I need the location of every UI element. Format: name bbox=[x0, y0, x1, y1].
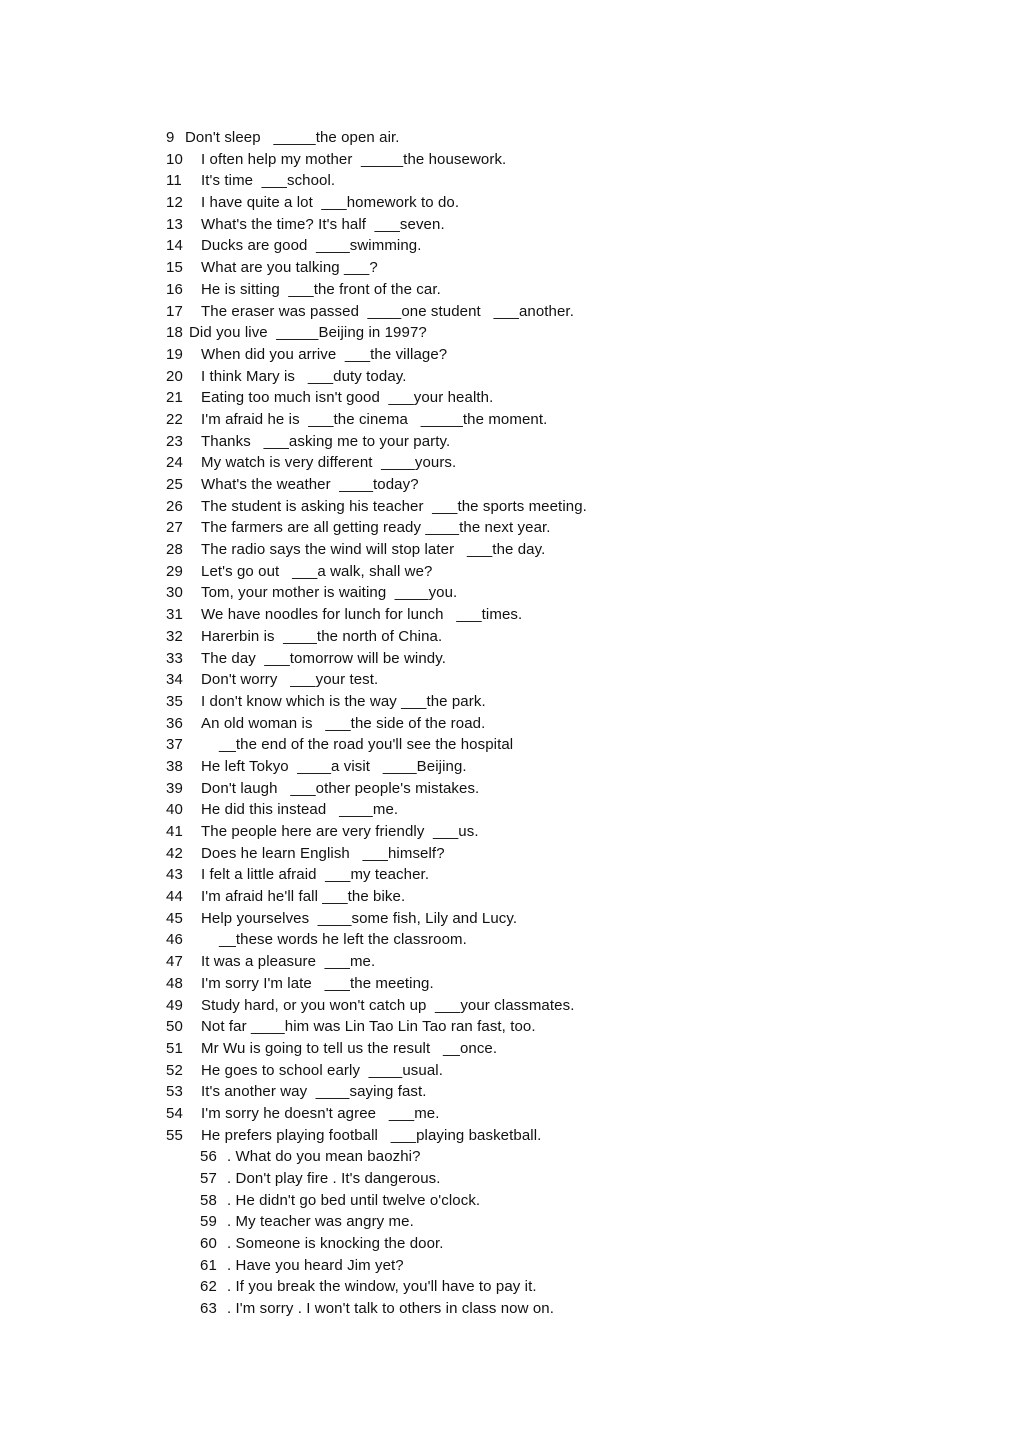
item-text: Not far ____him was Lin Tao Lin Tao ran fast, too. bbox=[201, 1018, 536, 1036]
item-number: 44 bbox=[166, 888, 183, 906]
exercise-item-26 bbox=[166, 496, 587, 518]
item-number: 15 bbox=[166, 259, 183, 277]
exercise-item-32 bbox=[166, 626, 587, 648]
item-text: __the end of the road you'll see the hospital bbox=[219, 736, 514, 754]
item-number: 31 bbox=[166, 606, 183, 624]
exercise-item-21 bbox=[166, 387, 587, 409]
item-number: 37 bbox=[166, 736, 183, 754]
exercise-item-36 bbox=[166, 713, 587, 735]
item-text: Let's go out ___a walk, shall we? bbox=[201, 562, 433, 580]
exercise-item-57 bbox=[166, 1168, 587, 1190]
item-text: What's the time? It's half ___seven. bbox=[201, 215, 445, 233]
item-number: 54 bbox=[166, 1104, 183, 1122]
item-number: 34 bbox=[166, 671, 183, 689]
exercise-item-15 bbox=[166, 257, 587, 279]
item-text: The day ___tomorrow will be windy. bbox=[201, 649, 446, 667]
item-number: 62 bbox=[200, 1278, 217, 1296]
item-number: 47 bbox=[166, 953, 183, 971]
item-text: I felt a little afraid ___my teacher. bbox=[201, 866, 430, 884]
item-text: . My teacher was angry me. bbox=[227, 1213, 414, 1231]
exercise-item-48 bbox=[166, 973, 587, 995]
exercise-item-14 bbox=[166, 235, 587, 257]
item-number: 13 bbox=[166, 215, 183, 233]
item-text: He goes to school early ____usual. bbox=[201, 1061, 443, 1079]
item-text: My watch is very different ____yours. bbox=[201, 454, 457, 472]
exercise-item-63 bbox=[166, 1298, 587, 1320]
exercise-item-37 bbox=[166, 734, 587, 756]
item-text: . Have you heard Jim yet? bbox=[227, 1256, 404, 1274]
exercise-item-43 bbox=[166, 864, 587, 886]
exercise-item-58 bbox=[166, 1190, 587, 1212]
item-number: 35 bbox=[166, 692, 183, 710]
exercise-item-9 bbox=[166, 127, 587, 149]
exercise-item-12 bbox=[166, 192, 587, 214]
exercise-item-46 bbox=[166, 929, 587, 951]
item-text: He did this instead ____me. bbox=[201, 801, 399, 819]
exercise-item-42 bbox=[166, 843, 587, 865]
item-number: 25 bbox=[166, 476, 183, 493]
item-text: The farmers are all getting ready ____the next year. bbox=[201, 519, 551, 537]
item-text: Does he learn English ___himself? bbox=[201, 844, 445, 862]
exercise-item-20 bbox=[166, 366, 587, 388]
item-text: Help yourselves ____some fish, Lily and Lucy. bbox=[201, 909, 518, 927]
exercise-item-56 bbox=[166, 1146, 587, 1168]
item-text: I'm afraid he'll fall ___the bike. bbox=[201, 888, 406, 906]
exercise-item-22 bbox=[166, 409, 587, 431]
item-text: . If you break the window, you'll have to pay it. bbox=[227, 1278, 537, 1296]
exercise-item-54 bbox=[166, 1103, 587, 1125]
item-text: . What do you mean baozhi? bbox=[227, 1148, 421, 1166]
exercise-item-13 bbox=[166, 214, 587, 236]
item-number: 51 bbox=[166, 1039, 183, 1057]
item-number: 18 bbox=[166, 324, 183, 342]
item-text: Don't sleep _____the open air. bbox=[185, 129, 400, 146]
item-text: What's the weather ____today? bbox=[201, 476, 419, 493]
item-number: 53 bbox=[166, 1083, 183, 1101]
item-text: Don't worry ___your test. bbox=[201, 671, 379, 689]
exercise-item-52 bbox=[166, 1060, 587, 1082]
item-text: I'm sorry I'm late ___the meeting. bbox=[201, 974, 434, 992]
item-number: 9 bbox=[166, 129, 175, 146]
exercise-item-61 bbox=[166, 1255, 587, 1277]
item-number: 29 bbox=[166, 562, 183, 580]
exercise-item-59 bbox=[166, 1211, 587, 1233]
item-text: Harerbin is ____the north of China. bbox=[201, 627, 443, 645]
exercise-item-39 bbox=[166, 778, 587, 800]
item-text: Eating too much isn't good ___your health. bbox=[201, 389, 494, 407]
exercise-item-25 bbox=[166, 474, 587, 496]
exercise-item-38 bbox=[166, 756, 587, 778]
item-number: 61 bbox=[200, 1256, 217, 1274]
exercise-item-45 bbox=[166, 908, 587, 930]
exercise-item-35 bbox=[166, 691, 587, 713]
item-number: 57 bbox=[200, 1170, 217, 1187]
exercise-item-50 bbox=[166, 1016, 587, 1038]
exercise-item-10 bbox=[166, 149, 587, 171]
item-text: It was a pleasure ___me. bbox=[201, 953, 376, 971]
exercise-item-11 bbox=[166, 170, 587, 192]
item-number: 19 bbox=[166, 345, 183, 363]
item-number: 63 bbox=[200, 1300, 217, 1318]
item-number: 39 bbox=[166, 779, 183, 797]
item-number: 41 bbox=[166, 823, 183, 840]
exercise-item-44 bbox=[166, 886, 587, 908]
exercise-item-41 bbox=[166, 821, 587, 843]
item-number: 50 bbox=[166, 1018, 183, 1036]
item-text: It's another way ____saying fast. bbox=[201, 1083, 427, 1101]
item-number: 42 bbox=[166, 844, 183, 862]
item-number: 26 bbox=[166, 497, 183, 515]
exercise-list bbox=[166, 127, 587, 1320]
item-text: I have quite a lot ___homework to do. bbox=[201, 194, 460, 212]
item-number: 24 bbox=[166, 454, 183, 472]
item-text: . Someone is knocking the door. bbox=[227, 1235, 444, 1253]
item-number: 27 bbox=[166, 519, 183, 537]
item-text: Mr Wu is going to tell us the result __once. bbox=[201, 1039, 498, 1057]
item-text: Did you live _____Beijing in 1997? bbox=[189, 324, 427, 342]
item-text: I think Mary is ___duty today. bbox=[201, 367, 407, 385]
item-number: 10 bbox=[166, 150, 183, 168]
item-number: 21 bbox=[166, 389, 183, 407]
exercise-item-27 bbox=[166, 517, 587, 539]
exercise-item-60 bbox=[166, 1233, 587, 1255]
item-number: 14 bbox=[166, 237, 183, 255]
exercise-item-23 bbox=[166, 431, 587, 453]
item-text: I'm afraid he is ___the cinema _____the moment. bbox=[201, 410, 548, 428]
item-text: He prefers playing football ___playing basketball. bbox=[201, 1126, 542, 1144]
item-number: 40 bbox=[166, 801, 183, 819]
item-text: It's time ___school. bbox=[201, 172, 336, 190]
exercise-item-53 bbox=[166, 1081, 587, 1103]
item-number: 33 bbox=[166, 649, 183, 667]
exercise-item-24 bbox=[166, 452, 587, 474]
item-text: The people here are very friendly ___us. bbox=[201, 823, 479, 840]
item-text: I often help my mother _____the housework. bbox=[201, 150, 507, 168]
item-number: 48 bbox=[166, 974, 183, 992]
exercise-item-49 bbox=[166, 995, 587, 1017]
item-number: 59 bbox=[200, 1213, 217, 1231]
item-number: 45 bbox=[166, 909, 183, 927]
item-number: 23 bbox=[166, 432, 183, 450]
item-number: 55 bbox=[166, 1126, 183, 1144]
item-text: We have noodles for lunch for lunch ___times. bbox=[201, 606, 523, 624]
item-number: 46 bbox=[166, 931, 183, 949]
item-text: . Don't play fire . It's dangerous. bbox=[227, 1170, 441, 1187]
item-number: 58 bbox=[200, 1191, 217, 1209]
item-text: . He didn't go bed until twelve o'clock. bbox=[227, 1191, 481, 1209]
item-number: 16 bbox=[166, 280, 183, 298]
item-number: 20 bbox=[166, 367, 183, 385]
item-text: He is sitting ___the front of the car. bbox=[201, 280, 441, 298]
item-text: Ducks are good ____swimming. bbox=[201, 237, 422, 255]
exercise-item-28 bbox=[166, 539, 587, 561]
item-text: __these words he left the classroom. bbox=[219, 931, 467, 949]
exercise-item-29 bbox=[166, 561, 587, 583]
exercise-item-33 bbox=[166, 648, 587, 670]
item-text: Thanks ___asking me to your party. bbox=[201, 432, 451, 450]
item-number: 11 bbox=[166, 172, 182, 190]
exercise-item-51 bbox=[166, 1038, 587, 1060]
exercise-item-55 bbox=[166, 1125, 587, 1147]
exercise-item-19 bbox=[166, 344, 587, 366]
item-text: . I'm sorry . I won't talk to others in class now on. bbox=[227, 1300, 554, 1318]
item-number: 30 bbox=[166, 584, 183, 602]
exercise-item-31 bbox=[166, 604, 587, 626]
exercise-item-40 bbox=[166, 799, 587, 821]
item-text: Study hard, or you won't catch up ___your classmates. bbox=[201, 996, 575, 1014]
item-number: 17 bbox=[166, 302, 183, 320]
exercise-item-62 bbox=[166, 1276, 587, 1298]
item-text: Tom, your mother is waiting ____you. bbox=[201, 584, 458, 602]
item-text: Don't laugh ___other people's mistakes. bbox=[201, 779, 480, 797]
item-text: He left Tokyo ____a visit ____Beijing. bbox=[201, 757, 467, 775]
item-number: 60 bbox=[200, 1235, 217, 1253]
item-number: 32 bbox=[166, 627, 183, 645]
item-number: 49 bbox=[166, 996, 183, 1014]
exercise-item-47 bbox=[166, 951, 587, 973]
exercise-item-34 bbox=[166, 669, 587, 691]
exercise-item-16 bbox=[166, 279, 587, 301]
item-number: 43 bbox=[166, 866, 183, 884]
item-number: 28 bbox=[166, 541, 183, 559]
item-number: 22 bbox=[166, 410, 183, 428]
item-number: 56 bbox=[200, 1148, 217, 1166]
item-text: I don't know which is the way ___the park. bbox=[201, 692, 486, 710]
item-text: The eraser was passed ____one student ___another. bbox=[201, 302, 574, 320]
item-text: The student is asking his teacher ___the sports meeting. bbox=[201, 497, 587, 515]
exercise-item-17 bbox=[166, 301, 587, 323]
item-number: 36 bbox=[166, 714, 183, 732]
item-number: 52 bbox=[166, 1061, 183, 1079]
exercise-item-30 bbox=[166, 582, 587, 604]
item-number: 12 bbox=[166, 194, 183, 212]
item-text: The radio says the wind will stop later ___the day. bbox=[201, 541, 546, 559]
item-text: When did you arrive ___the village? bbox=[201, 345, 448, 363]
exercise-item-18 bbox=[166, 322, 587, 344]
item-text: I'm sorry he doesn't agree ___me. bbox=[201, 1104, 440, 1122]
item-text: An old woman is ___the side of the road. bbox=[201, 714, 486, 732]
item-text: What are you talking ___? bbox=[201, 259, 378, 277]
item-number: 38 bbox=[166, 757, 183, 775]
